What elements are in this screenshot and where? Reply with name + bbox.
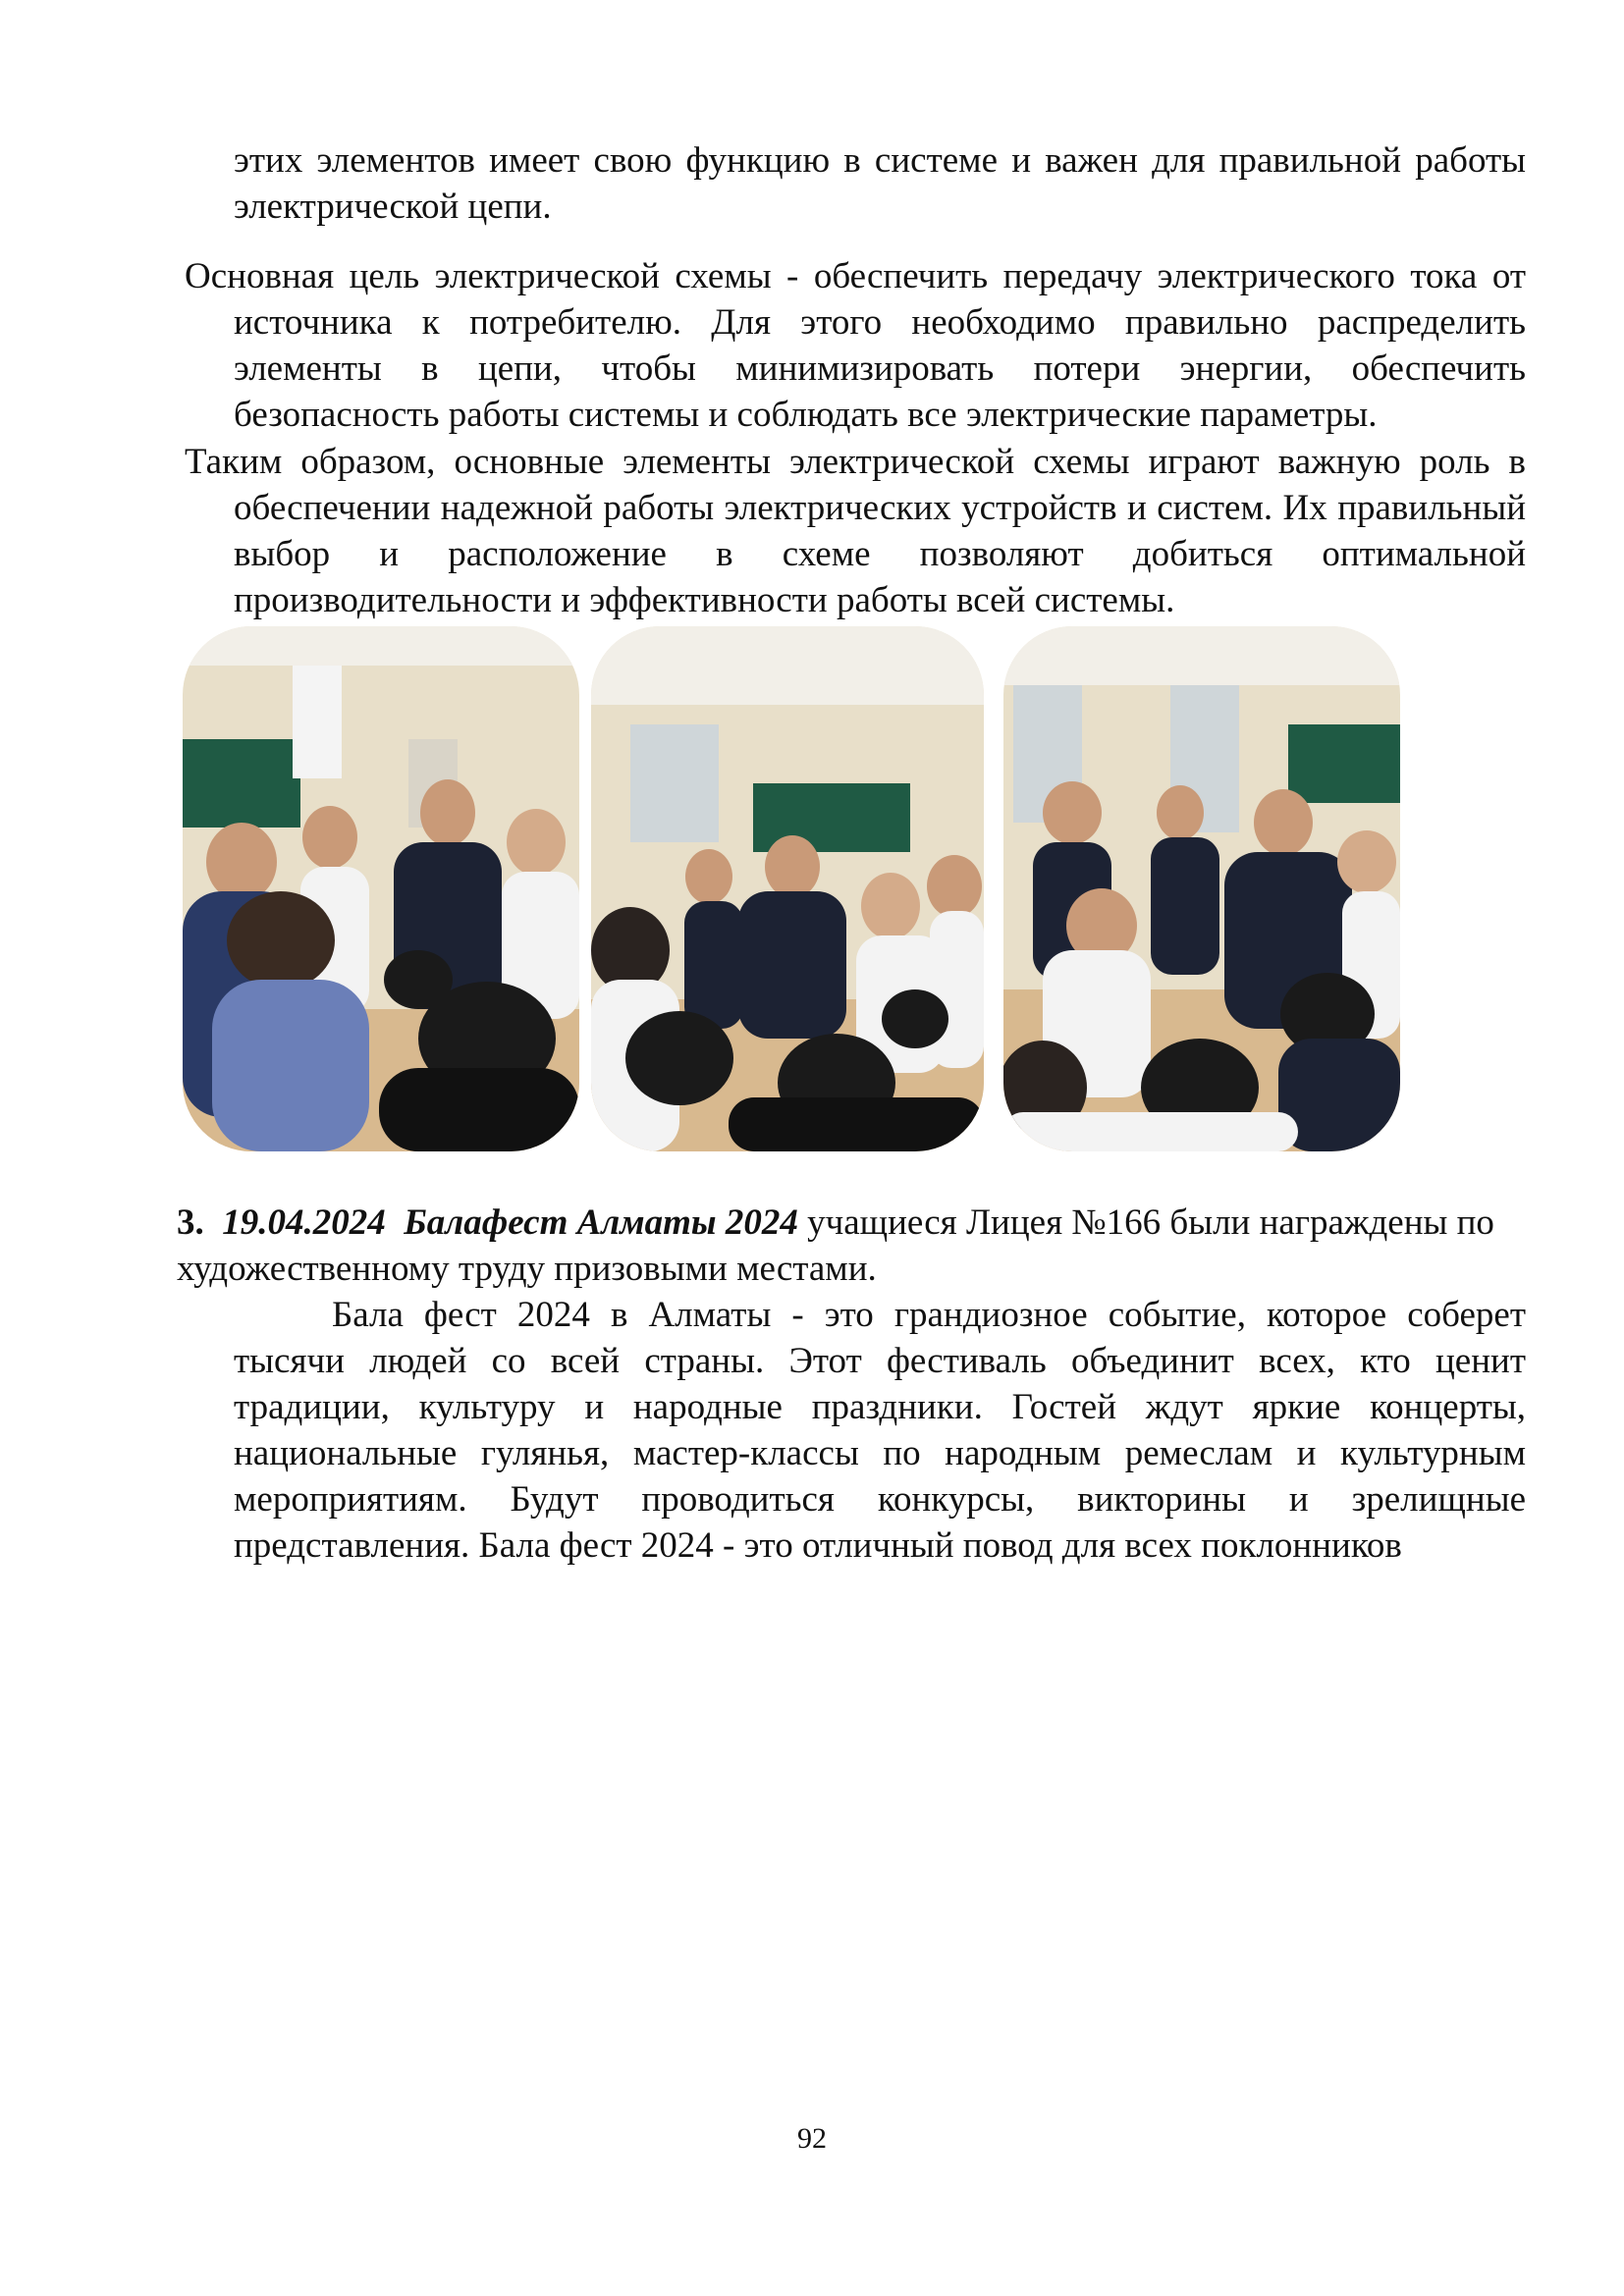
heading-rest: учащиеся Лицея №166 были награждены по художественному труду призовыми местами. [177,1202,1494,1289]
section-heading [177,1200,1522,1292]
paragraph-continuation: этих элементов имеет свою функцию в системе и важен для правильной работы электрической цепи. [234,140,1526,227]
page-number: 92 [797,2122,827,2155]
section-number: 3. [177,1202,204,1243]
paragraph-balafest: Бала фест 2024 в Алматы - это грандиозное событие, которое соберет тысячи людей со всей страны. Этот фестиваль объединит всех, кто ценит традиции, культуру и народные праздники. Гостей ждут яркие концерты, национальные гулянья, мастер-классы по народным ремеслам и культурным мероприятиям. Будут проводиться конкурсы, викторины и зрелищные представления. Бала фест 2024 - это отличный повод для всех поклонников [234,1295,1526,1566]
classroom-photo-3 [1003,626,1400,1151]
classroom-photo-1 [183,626,579,1151]
event-date: 19.04.2024 [222,1202,386,1243]
paragraph-conclusion: Таким образом, основные элементы электрической схемы играют важную роль в обеспечении надежной работы электрических устройств и систем. Их правильный выбор и расположение в схеме позволяют добиться оптимальной производительности и эффективности работы всей системы. [185,442,1526,620]
paragraph-main-goal: Основная цель электрической схемы - обеспечить передачу электрического тока от источника к потребителю. Для этого необходимо правильно распределить элементы в цепи, чтобы минимизировать потери энергии, обеспечить безопасность работы системы и соблюдать все электрические параметры. [185,256,1526,435]
classroom-photo-2 [591,626,984,1151]
event-name: Балафест Алматы 2024 [404,1202,798,1243]
photo-row [183,626,1400,1151]
